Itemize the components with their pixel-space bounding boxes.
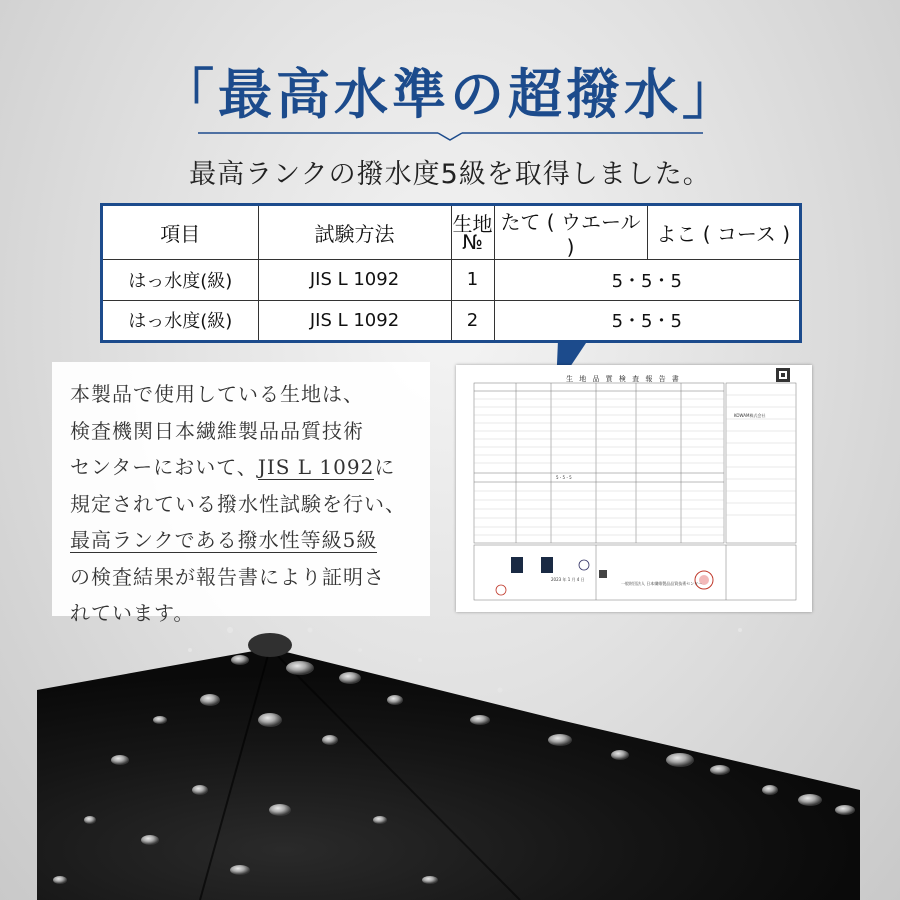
description-line: 本製品で使用している生地は、 [70,382,364,406]
row-result: 5・5・5 [611,311,682,333]
report-result: 5・5・5 [556,475,572,480]
description-text: センターにおいて、 [70,455,258,479]
description-line [70,449,412,486]
report-company: KOWAM株式会社 [734,413,766,418]
description-line: れています。 [70,601,195,625]
table-row [103,260,799,301]
description-line: 検査機関日本繊維製品品質技術 [70,418,364,443]
grade-highlight: 最高ランクである撥水性等級5級 [70,528,378,552]
description-line: 規定されている撥水性試験を行い、 [70,491,406,516]
header-fabric-no [451,206,494,260]
row-item: はっ水度(級) [103,300,258,340]
header-no: № [462,229,483,254]
report-grid [456,365,812,612]
table-row [103,300,799,340]
test-report-document [456,365,812,612]
header-warp: たて ( ウエール ) [494,206,647,260]
header-weft: よこ ( コース ) [647,206,799,260]
row-no: 2 [451,300,494,340]
row-method: JIS L 1092 [258,300,451,340]
report-org: 一般財団法人 日本繊維製品品質技術センター [621,581,703,586]
spec-table [100,203,802,343]
row-result: 5・5・5 [494,260,799,301]
description-box [52,362,430,625]
page-title: 「最高水準の超撥水」 [160,62,740,126]
table-header-row [103,206,799,260]
standard-highlight: JIS L 1092 [257,455,375,479]
header-item: 項目 [103,206,258,260]
row-method: JIS L 1092 [258,260,451,301]
subtitle: 最高ランクの撥水度5級を取得しました。 [189,159,711,190]
description-line: の検査結果が報告書により証明さ [70,564,385,589]
row-item: はっ水度(級) [103,260,258,301]
header-method: 試験方法 [258,206,451,260]
description-text: に [374,455,396,479]
row-no: 1 [451,260,494,301]
report-title: 生 地 品 質 検 査 報 告 書 [566,375,681,383]
description-line [70,522,412,559]
title-divider [198,128,703,142]
report-date: 2023 年 1 月 4 日 [551,577,585,582]
header-fabric: 生地 [452,211,493,236]
